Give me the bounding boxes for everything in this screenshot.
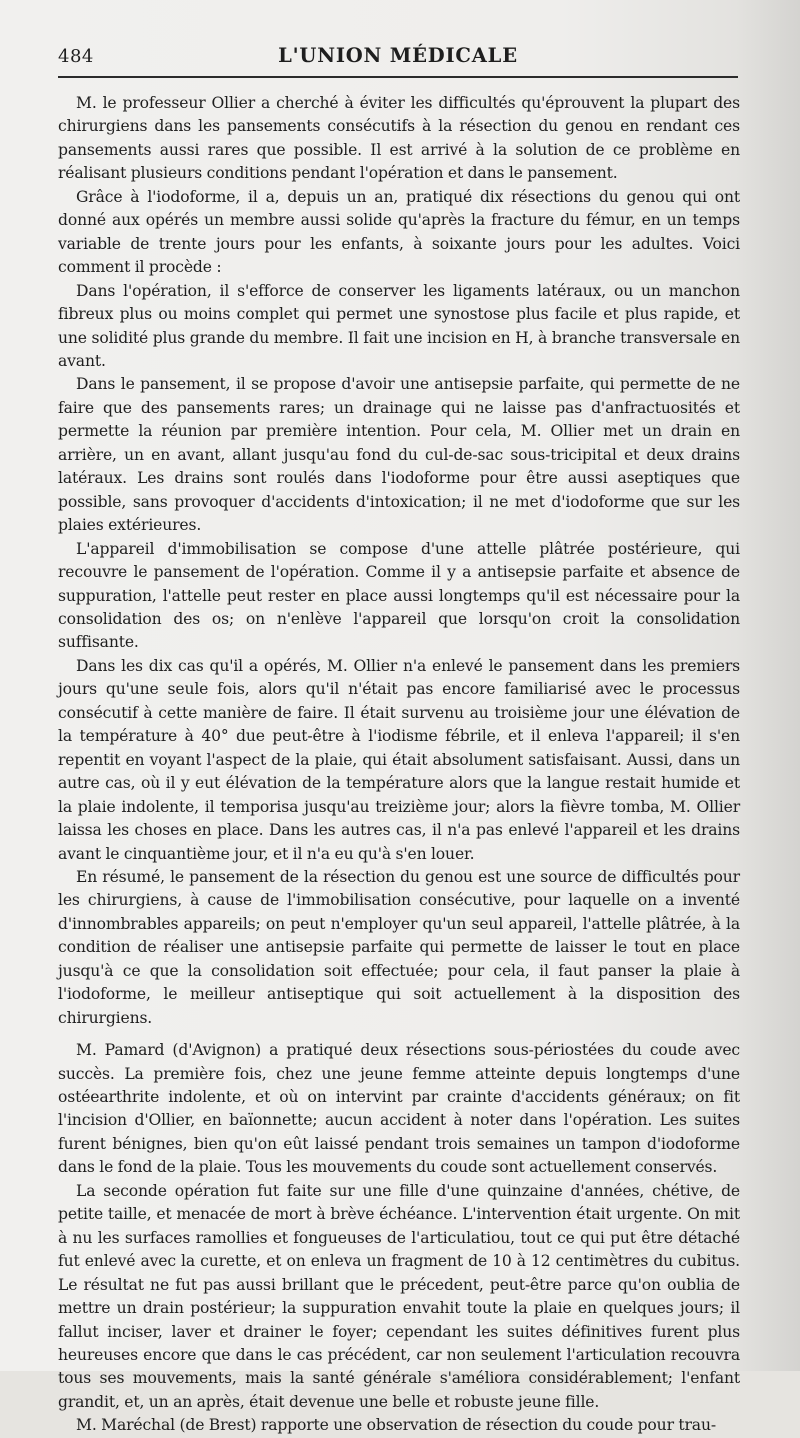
paragraph-seconde-operation: La seconde opération fut faite sur une fille d'une quinzaine d'années, chétive, de petite taille, et menacée de mort à brève échéance. L'intervention était urgente. On mit à nu les surfaces ramollies et fongueuses de l'articulatiou, tout ce qui put être détaché fut enlevé avec la curette, et on enleva un fragment de 10 à 12 centimètres du cubitus. Le résultat ne fut pas aussi brillant que le précedent, peut-être parce qu'on oublia de mettre un drain postérieur; la suppuration envahit toute la plaie en quelques jours; il fallut inciser, laver et drainer le foyer; cependant les suites définitives furent plus heureuses encore que dans le cas précédent, car non seulement l'articulation recouvra tous ses mouvements, mais la santé générale s'améliora considérablement; l'enfant grandit, et, un an après, était devenue une belle et robuste jeune fille. xyxy=(58,1181,740,1411)
paragraph-dix-cas: Dans les dix cas qu'il a opérés, M. Ollier n'a enlevé le pansement dans les premiers jours qu'une seule fois, alors qu'il n'était pas encore familiarisé avec le processus consécutif à cette manière de faire. Il était survenu au troisième jour une élévation de la température à 40° due peut-être à l'iodisme fébrile, et il enleva l'appareil; il s'en repentit en voyant l'aspect de la plaie, qui était absolument satisfaisant. Aussi, dans un autre cas, où il y eut élévation de la température alors que la langue restait humide et la plaie indolente, il temporisa jusqu'au treizième jour; alors la fièvre tomba, M. Ollier laissa les choses en place. Dans les autres cas, il n'a pas enlevé l'appareil et les drains avant le cinquantième jour, et il n'a eu qu'à s'en louer. xyxy=(58,656,740,863)
article-body xyxy=(58,92,740,1438)
paragraph-ollier-intro: M. le professeur Ollier a cherché à éviter les difficultés qu'éprouvent la plupart des chirurgiens dans les pansements consécutifs à la résection du genou en rendant ces pansements aussi rares que possible. Il est arrivé à la solution de ce problème en réalisant plusieurs conditions pendant l'opération et dans le pansement. xyxy=(58,94,740,183)
paragraph-marechal: M. Maréchal (de Brest) rapporte une observation de résection du coude pour trau- xyxy=(76,1416,716,1435)
header-rule xyxy=(58,76,738,78)
journal-title: L'UNION MÉDICALE xyxy=(278,44,518,67)
page-header xyxy=(58,40,738,74)
paragraph-pamard: M. Pamard (d'Avignon) a pratiqué deux résections sous-périostées du coude avec succès. La première fois, chez une jeune femme atteinte depuis longtemps d'une ostéearthrite indolente, et où on intervint par crainte d'accidents généraux; on fit l'incision d'Ollier, en baïonnette; aucun accident à noter dans l'opération. Les suites furent bénignes, bien qu'on eût laissé pendant trois semaines un tampon d'iodoforme dans le fond de la plaie. Tous les mouvements du coude sont actuellement conservés. xyxy=(58,1041,740,1177)
paragraph-appareil: L'appareil d'immobilisation se compose d'une attelle plâtrée postérieure, qui recouvre le pansement de l'opération. Comme il y a antisepsie parfaite et absence de suppuration, l'attelle peut rester en place aussi longtemps qu'il est nécessaire pour la consolidation des os; on n'enlève l'appareil que lorsqu'on croit la consolidation suffisante. xyxy=(58,539,740,652)
paragraph-resume: En résumé, le pansement de la résection du genou est une source de difficultés pour les chirurgiens, à cause de l'immobilisation consécutive, pour laquelle on a inventé d'innombrables appareils; on peut n'employer qu'un seul appareil, l'attelle plâtrée, à la condition de réaliser une antisepsie parfaite qui permette de laisser le tout en place jusqu'à ce que la consolidation soit effectuée; pour cela, il faut panser la plaie à l'iodoforme, le meilleur antiseptique qui soit actuellement à la disposition des chirurgiens. xyxy=(58,867,740,1027)
paragraph-pansement: Dans le pansement, il se propose d'avoir une antisepsie parfaite, qui permette de ne faire que des pansements rares; un drainage qui ne laisse pas d'anfractuosités et permette la réunion par première intention. Pour cela, M. Ollier met un drain en arrière, un en avant, allant jusqu'au fond du cul-de-sac sous-tricipital et deux drains latéraux. Les drains sont roulés dans l'iodoforme pour être aussi aseptiques que possible, sans provoquer d'accidents d'intoxication; il ne met d'iodoforme que sur les plaies extérieures. xyxy=(58,375,740,535)
page-number: 484 xyxy=(58,46,94,67)
paragraph-iodoforme: Grâce à l'iodoforme, il a, depuis un an, pratiqué dix résections du genou qui ont donné aux opérés un membre aussi solide qu'après la fracture du fémur, en un temps variable de trente jours pour les enfants, à soixante jours pour les adultes. Voici comment il procède : xyxy=(58,187,740,277)
paragraph-operation: Dans l'opération, il s'efforce de conserver les ligaments latéraux, ou un manchon fibreux plus ou moins complet qui permet une synostose plus facile et plus rapide, et une solidité plus grande du membre. Il fait une incision en H, à branche transversale en avant. xyxy=(58,281,740,370)
